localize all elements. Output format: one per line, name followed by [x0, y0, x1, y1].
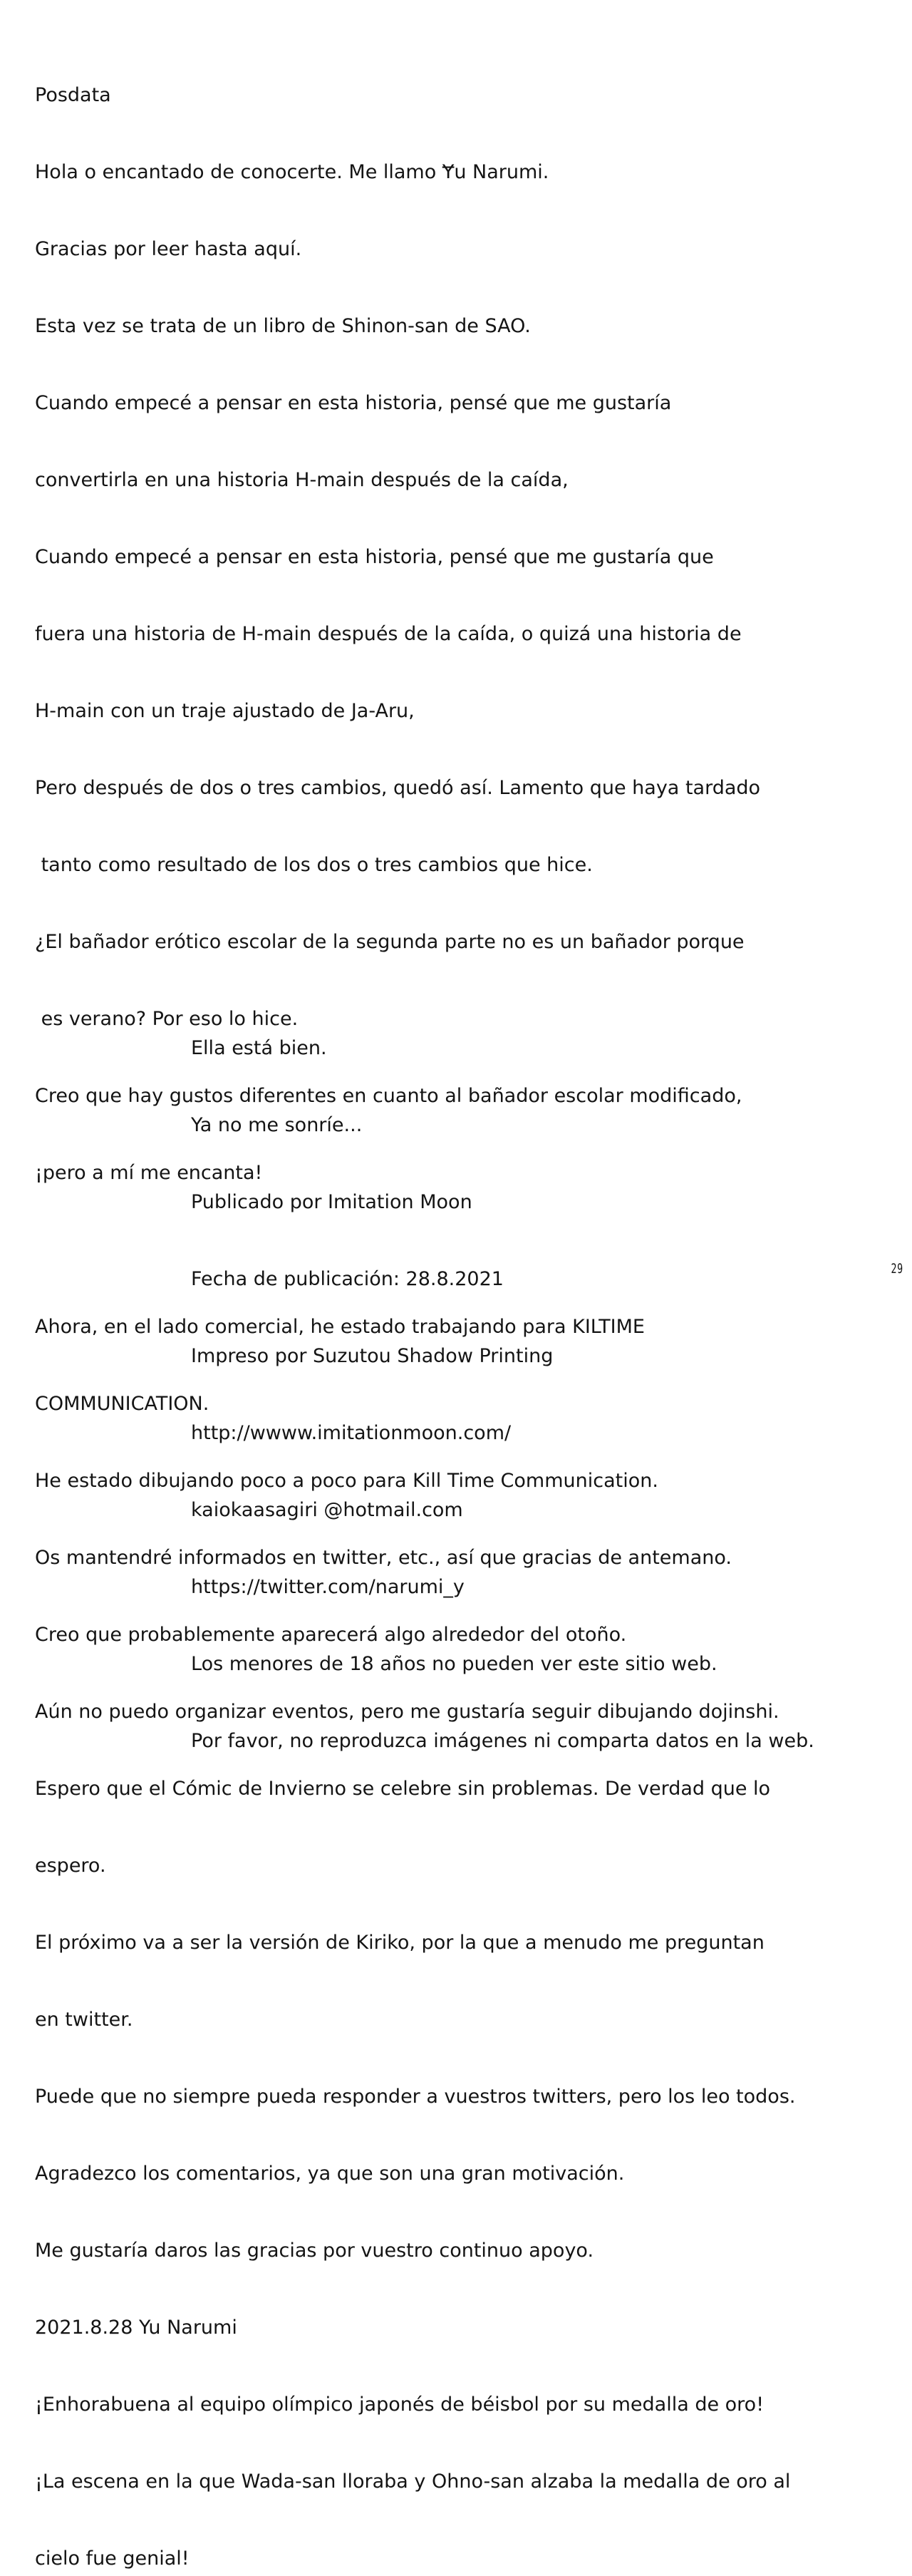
afterword-line: COMMUNICATION.: [35, 1393, 209, 1415]
afterword-line: espero.: [35, 1855, 106, 1877]
afterword-line: fuera una historia de H-main después de la caída, o quizá una historia de: [35, 623, 742, 645]
afterword-line: es verano? Por eso lo hice.: [35, 1008, 299, 1030]
afterword-line: ¡Enhorabuena al equipo olímpico japonés de béisbol por su medalla de oro!: [35, 2394, 765, 2416]
afterword-line: tanto como resultado de los dos o tres cambios que hice.: [35, 854, 593, 876]
colophon-printer: Impreso por Suzutou Shadow Printing: [191, 1345, 554, 1367]
afterword-line: Esta vez se trata de un libro de Shinon-san de SAO.: [35, 315, 531, 337]
afterword-line: Agradezco los comentarios, ya que son una gran motivación.: [35, 2163, 625, 2185]
colophon-title: Ella está bien.: [191, 1037, 327, 1059]
afterword-line: Posdata: [35, 84, 111, 106]
colophon-twitter: https://twitter.com/narumi_y: [191, 1576, 465, 1598]
colophon-age-notice: Los menores de 18 años no pueden ver este sitio web.: [191, 1653, 717, 1675]
afterword-line: Creo que hay gustos diferentes en cuanto al bañador escolar modificado,: [35, 1085, 742, 1107]
colophon-subtitle: Ya no me sonríe...: [191, 1114, 363, 1136]
afterword-line: H-main con un traje ajustado de Ja-Aru,: [35, 700, 415, 722]
afterword-line: Cuando empecé a pensar en esta historia, pensé que me gustaría: [35, 392, 672, 414]
afterword-line: Hola o encantado de conocerte. Me llamo Ɏu Narumi.: [35, 161, 549, 183]
afterword-line: El próximo va a ser la versión de Kiriko, por la que a menudo me preguntan: [35, 1932, 765, 1954]
afterword-line: Gracias por leer hasta aquí.: [35, 238, 302, 260]
afterword-line: convertirla en una historia H-main después de la caída,: [35, 469, 569, 491]
colophon-email: kaiokaasagiri @hotmail.com: [191, 1499, 463, 1521]
afterword-line: Me gustaría daros las gracias por vuestro continuo apoyo.: [35, 2240, 594, 2262]
afterword-line: Pero después de dos o tres cambios, quedó así. Lamento que haya tardado: [35, 777, 761, 799]
afterword-line: Aún no puedo organizar eventos, pero me gustaría seguir dibujando dojinshi.: [35, 1701, 779, 1723]
colophon-copy-notice: Por favor, no reproduzca imágenes ni comparta datos en la web.: [191, 1730, 814, 1752]
afterword-line: He estado dibujando poco a poco para Kill Time Communication.: [35, 1470, 658, 1492]
colophon-website: http://wwww.imitationmoon.com/: [191, 1422, 512, 1444]
afterword-line: Espero que el Cómic de Invierno se celebre sin problemas. De verdad que lo: [35, 1778, 771, 1800]
afterword-line: en twitter.: [35, 2009, 133, 2031]
colophon: [191, 984, 903, 1780]
afterword-line: Puede que no siempre pueda responder a vuestros twitters, pero los leo todos.: [35, 2086, 796, 2108]
afterword-line: Cuando empecé a pensar en esta historia, pensé que me gustaría que: [35, 546, 714, 568]
afterword-signature-date: 2021.8.28 Yu Narumi: [35, 2317, 237, 2339]
afterword-line: Os mantendré informados en twitter, etc., así que gracias de antemano.: [35, 1547, 732, 1569]
afterword-line: ¿El bañador erótico escolar de la segunda parte no es un bañador porque: [35, 931, 745, 953]
colophon-publication-date: Fecha de publicación: 28.8.2021: [191, 1268, 504, 1290]
page-number: 29: [891, 1261, 903, 1277]
afterword-line: Creo que probablemente aparecerá algo alrededor del otoño.: [35, 1624, 627, 1646]
colophon-publisher: Publicado por Imitation Moon: [191, 1191, 472, 1213]
afterword-line: ¡La escena en la que Wada-san lloraba y Ohno-san alzaba la medalla de oro al: [35, 2471, 791, 2493]
afterword-line: cielo fue genial!: [35, 2547, 190, 2570]
afterword-line: Ahora, en el lado comercial, he estado trabajando para KILTIME: [35, 1316, 645, 1338]
afterword-line: ¡pero a mí me encanta!: [35, 1162, 263, 1184]
